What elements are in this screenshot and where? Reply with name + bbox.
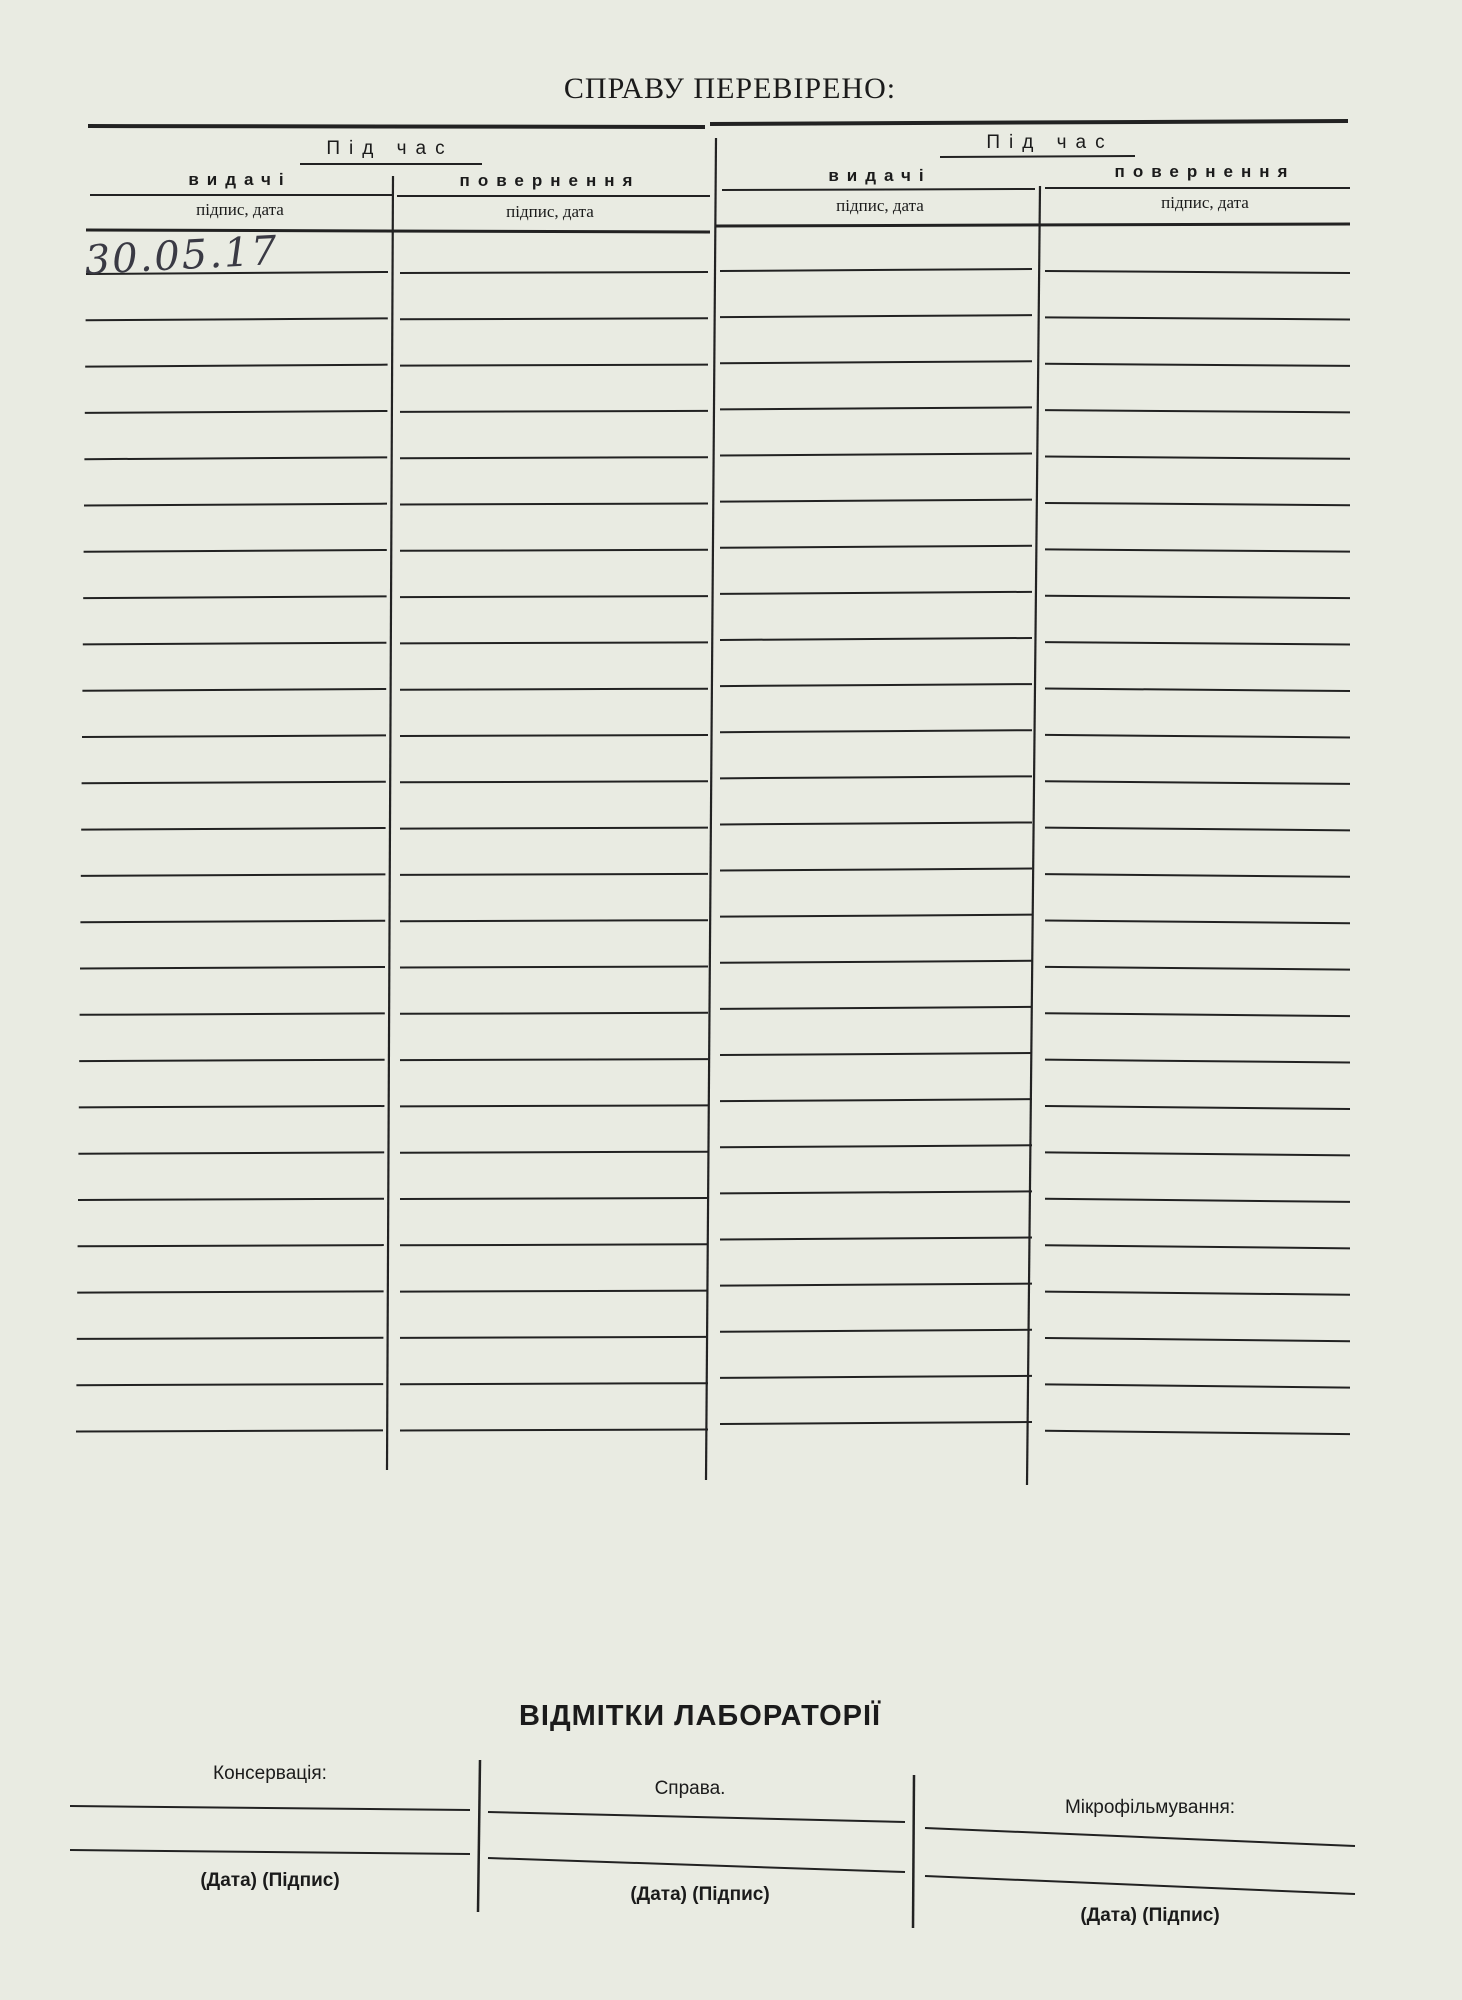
row-rule-col2 — [400, 1244, 708, 1245]
row-rule-col2 — [400, 1430, 708, 1431]
row-rule-col3 — [720, 638, 1032, 640]
row-rule-col4 — [1045, 457, 1350, 459]
row-rule-col3 — [720, 407, 1032, 409]
case-rule — [488, 1812, 905, 1822]
group1-issue-header: видачі — [188, 170, 292, 189]
row-rule-col4 — [1045, 689, 1350, 691]
row-rule-col2 — [400, 272, 708, 273]
row-rule-col3 — [720, 1238, 1032, 1240]
case-rule — [488, 1858, 905, 1872]
row-rule-col3 — [720, 822, 1032, 824]
row-rule-col2 — [400, 457, 708, 458]
row-rule-col2 — [400, 504, 708, 505]
microfilm-rule — [925, 1876, 1355, 1894]
row-rule-col2 — [400, 642, 708, 643]
row-rule-col3 — [720, 1191, 1032, 1193]
group2-header-rule — [722, 189, 1035, 190]
row-rule-col4 — [1045, 1152, 1350, 1155]
row-rule-col1 — [79, 1106, 385, 1107]
row-rule-col3 — [720, 1053, 1032, 1055]
group2-issue-header: видачі — [828, 166, 932, 185]
row-rule-col4 — [1045, 781, 1350, 784]
row-rule-col1 — [76, 1384, 383, 1385]
row-rule-col1 — [80, 921, 385, 922]
row-rule-col1 — [80, 967, 385, 968]
row-rule-col4 — [1045, 364, 1350, 366]
row-rule-col4 — [1045, 271, 1350, 273]
row-rule-col1 — [83, 643, 387, 645]
row-rule-col2 — [400, 318, 708, 319]
group2-return-header: повернення — [1114, 162, 1296, 181]
microfilm-rule — [925, 1828, 1355, 1846]
header-bottom-rule — [86, 230, 710, 232]
row-rule-col2 — [400, 1105, 708, 1106]
row-rule-col1 — [82, 735, 386, 737]
column-divider-2 — [706, 138, 716, 1480]
row-rule-col1 — [78, 1199, 384, 1200]
conservation-date-signature: (Дата) (Підпис) — [200, 1870, 340, 1891]
row-rule-col4 — [1045, 503, 1350, 505]
row-rule-col3 — [720, 915, 1032, 917]
row-rule-col2 — [400, 596, 708, 597]
group2-issue-sublabel: підпис, дата — [836, 196, 924, 215]
row-rule-col4 — [1045, 874, 1350, 877]
group2-return-sublabel: підпис, дата — [1161, 193, 1249, 212]
row-rule-col1 — [84, 550, 387, 552]
row-rule-col1 — [77, 1291, 383, 1292]
row-rule-col3 — [720, 361, 1032, 363]
row-rule-col2 — [400, 920, 708, 921]
row-rule-col2 — [400, 1383, 708, 1384]
row-rule-col2 — [400, 689, 708, 690]
group1-return-sublabel: підпис, дата — [506, 202, 594, 221]
group1-when-label: Під час — [326, 138, 454, 159]
row-rule-col4 — [1045, 1384, 1350, 1387]
row-rule-col1 — [78, 1245, 384, 1246]
row-rule-col2 — [400, 365, 708, 366]
row-rule-col3 — [720, 500, 1032, 502]
row-rule-col2 — [400, 828, 708, 829]
top-rule-right — [710, 121, 1348, 124]
microfilm-label: Мікрофільмування: — [1064, 1797, 1236, 1818]
row-rule-col3 — [720, 684, 1032, 686]
row-rule-col4 — [1045, 642, 1350, 644]
row-rule-col2 — [400, 1337, 708, 1338]
top-rule-left — [88, 126, 705, 127]
row-rule-col4 — [1045, 1292, 1350, 1295]
row-rule-col3 — [720, 592, 1032, 594]
row-rule-col3 — [720, 1376, 1032, 1378]
row-rule-col1 — [85, 411, 388, 413]
row-rule-col3 — [720, 546, 1032, 548]
row-rule-col1 — [86, 318, 388, 320]
conservation-rule — [70, 1850, 470, 1854]
row-rule-col3 — [720, 961, 1032, 963]
row-rule-col1 — [82, 782, 386, 784]
handwritten-date-entry: 30.05.17 — [83, 227, 280, 284]
row-rule-col1 — [78, 1152, 384, 1153]
row-rule-col3 — [720, 269, 1032, 271]
row-rule-col3 — [720, 1099, 1032, 1101]
row-rule-col2 — [400, 1198, 708, 1199]
row-rule-col1 — [84, 457, 387, 459]
lab-section-title: ВІДМІТКИ ЛАБОРАТОРІЇ — [518, 1700, 882, 1732]
row-rule-col2 — [400, 1291, 708, 1292]
row-rule-col1 — [81, 828, 385, 830]
row-rule-col4 — [1045, 1060, 1350, 1063]
row-rule-col4 — [1045, 1013, 1350, 1016]
conservation-rule — [70, 1806, 470, 1810]
row-rule-col4 — [1045, 1199, 1350, 1202]
microfilm-date-signature: (Дата) (Підпис) — [1080, 1905, 1220, 1926]
case-label: Справа. — [654, 1778, 726, 1799]
group1-issue-sublabel: підпис, дата — [196, 200, 284, 219]
row-rule-col4 — [1045, 1245, 1350, 1248]
row-rule-col1 — [80, 1013, 385, 1014]
case-date-signature: (Дата) (Підпис) — [630, 1884, 770, 1905]
group2-when-rule — [940, 156, 1135, 157]
row-rule-col2 — [400, 967, 708, 968]
row-rule-col4 — [1045, 735, 1350, 738]
page-title: СПРАВУ ПЕРЕВІРЕНО: — [563, 72, 897, 105]
row-rule-col2 — [400, 874, 708, 875]
row-rule-col3 — [720, 1007, 1032, 1009]
row-rule-col3 — [720, 776, 1032, 778]
row-rule-col3 — [720, 869, 1032, 871]
row-rule-col2 — [400, 411, 708, 412]
row-rule-col3 — [720, 1330, 1032, 1332]
row-rule-col2 — [400, 1059, 708, 1060]
row-rule-col3 — [720, 1145, 1032, 1147]
lab-divider-2 — [913, 1775, 914, 1928]
lab-divider-1 — [478, 1760, 480, 1912]
row-rule-col3 — [720, 1422, 1032, 1424]
conservation-label: Консервація: — [213, 1763, 327, 1784]
row-rule-col4 — [1045, 828, 1350, 831]
row-rule-col4 — [1045, 1431, 1350, 1434]
row-rule-col2 — [400, 1152, 708, 1153]
row-rule-col1 — [77, 1338, 384, 1339]
row-rule-col1 — [81, 874, 386, 876]
row-rule-col1 — [84, 504, 387, 506]
row-rule-col3 — [720, 1284, 1032, 1286]
header-bottom-rule — [715, 224, 1350, 226]
row-rule-col4 — [1045, 549, 1350, 551]
row-rule-col3 — [720, 730, 1032, 732]
row-rule-col2 — [400, 550, 708, 551]
row-rule-col1 — [82, 689, 386, 691]
row-rule-col3 — [720, 315, 1032, 317]
row-rule-col4 — [1045, 920, 1350, 923]
row-rule-col2 — [400, 735, 708, 736]
row-rule-col2 — [400, 1013, 708, 1014]
row-rule-col1 — [85, 365, 387, 367]
row-rule-col4 — [1045, 317, 1350, 319]
row-rule-col1 — [76, 1430, 383, 1431]
column-divider-1 — [387, 176, 393, 1470]
row-rule-col4 — [1045, 1106, 1350, 1109]
row-rule-col4 — [1045, 596, 1350, 598]
row-rule-col3 — [720, 453, 1032, 455]
row-rule-col2 — [400, 781, 708, 782]
row-rule-col4 — [1045, 410, 1350, 412]
group1-return-header: повернення — [459, 171, 641, 190]
column-divider-3 — [1027, 186, 1040, 1485]
row-rule-col4 — [1045, 967, 1350, 970]
row-rule-col4 — [1045, 1338, 1350, 1341]
group2-when-label: Під час — [986, 132, 1114, 153]
row-rule-col1 — [79, 1060, 384, 1061]
row-rule-col1 — [83, 596, 386, 598]
